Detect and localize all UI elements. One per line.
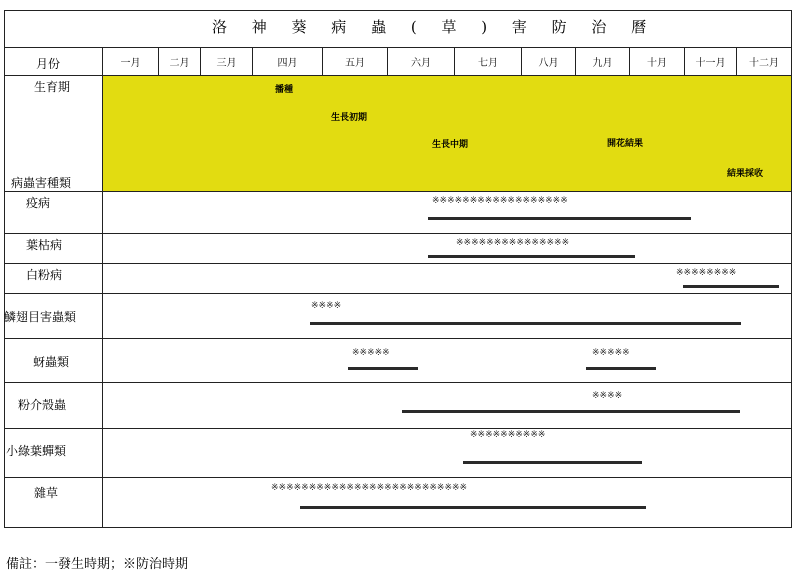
occurrence-bar <box>300 506 646 509</box>
row-divider <box>4 338 792 339</box>
month-label: 九月 <box>592 58 613 69</box>
month-label: 二月 <box>169 58 190 69</box>
month-label: 八月 <box>538 58 559 69</box>
month-label: 五月 <box>345 58 365 69</box>
occurrence-bar <box>428 255 635 258</box>
row-label: 白粉病 <box>26 268 63 282</box>
occurrence-bar <box>428 217 691 220</box>
control-period-marks: ※※※※※ <box>352 348 390 358</box>
row-label: 葉枯病 <box>26 238 63 252</box>
row-divider <box>4 293 792 294</box>
month-label: 十月 <box>647 58 667 69</box>
stage-sowing: 播種 <box>275 85 294 95</box>
month-label: 三月 <box>216 58 237 69</box>
stage-early-growth: 生長初期 <box>331 113 368 123</box>
month-label: 四月 <box>277 58 298 69</box>
occurrence-bar <box>586 367 656 370</box>
stage-harvest: 結果採收 <box>727 169 764 179</box>
control-period-marks: ※※※※※※※※※※※※※※※※※※ <box>432 196 568 206</box>
border-right <box>791 10 792 528</box>
month-label: 七月 <box>478 58 498 69</box>
row-divider <box>4 428 792 429</box>
occurrence-bar <box>463 461 642 464</box>
row-label: 疫病 <box>26 196 51 210</box>
month-label: 十一月 <box>695 58 726 69</box>
border-top <box>4 10 792 11</box>
month-label: 十二月 <box>749 58 779 69</box>
row-divider <box>4 263 792 264</box>
row-label: 雜草 <box>34 486 59 500</box>
occurrence-bar <box>348 367 418 370</box>
control-period-marks: ※※※※ <box>592 391 623 401</box>
legend-footnote: 備註：一發生時期；※防治時期 <box>6 557 189 572</box>
row-divider <box>4 233 792 234</box>
control-period-marks: ※※※※※ <box>592 348 630 358</box>
control-period-marks: ※※※※※※※※ <box>676 268 737 278</box>
occurrence-bar <box>402 410 740 413</box>
occurrence-bar <box>310 322 741 325</box>
stage-mid-growth: 生長中期 <box>432 140 469 150</box>
row-divider <box>4 477 792 478</box>
growth-period-band <box>103 76 791 191</box>
page-title: 洛 神 葵 病 蟲 ( 草 ) 害 防 治 曆 <box>212 18 657 36</box>
row-label: 鱗翅目害蟲類 <box>4 310 77 324</box>
control-period-marks: ※※※※※※※※※※※※※※※※※※※※※※※※※※ <box>271 483 468 493</box>
row-label: 小綠葉蟬類 <box>6 444 67 458</box>
growth-period-label: 生育期 <box>34 80 71 94</box>
row-label: 粉介殼蟲 <box>18 398 67 412</box>
stage-flowering: 開花結果 <box>607 139 644 149</box>
row-divider <box>4 382 792 383</box>
row-label: 蚜蟲類 <box>33 355 70 369</box>
border-bottom <box>4 527 792 528</box>
row-divider <box>4 191 792 192</box>
month-label: 六月 <box>411 58 431 69</box>
control-period-marks: ※※※※ <box>311 301 342 311</box>
month-label: 一月 <box>120 58 141 69</box>
title-divider <box>4 47 792 48</box>
month-header-label: 月份 <box>36 57 61 71</box>
pest-type-label: 病蟲害種類 <box>11 176 72 190</box>
control-period-marks: ※※※※※※※※※※※※※※※ <box>456 238 570 248</box>
control-period-marks: ※※※※※※※※※※ <box>470 430 546 440</box>
occurrence-bar <box>683 285 779 288</box>
border-left <box>4 10 5 528</box>
